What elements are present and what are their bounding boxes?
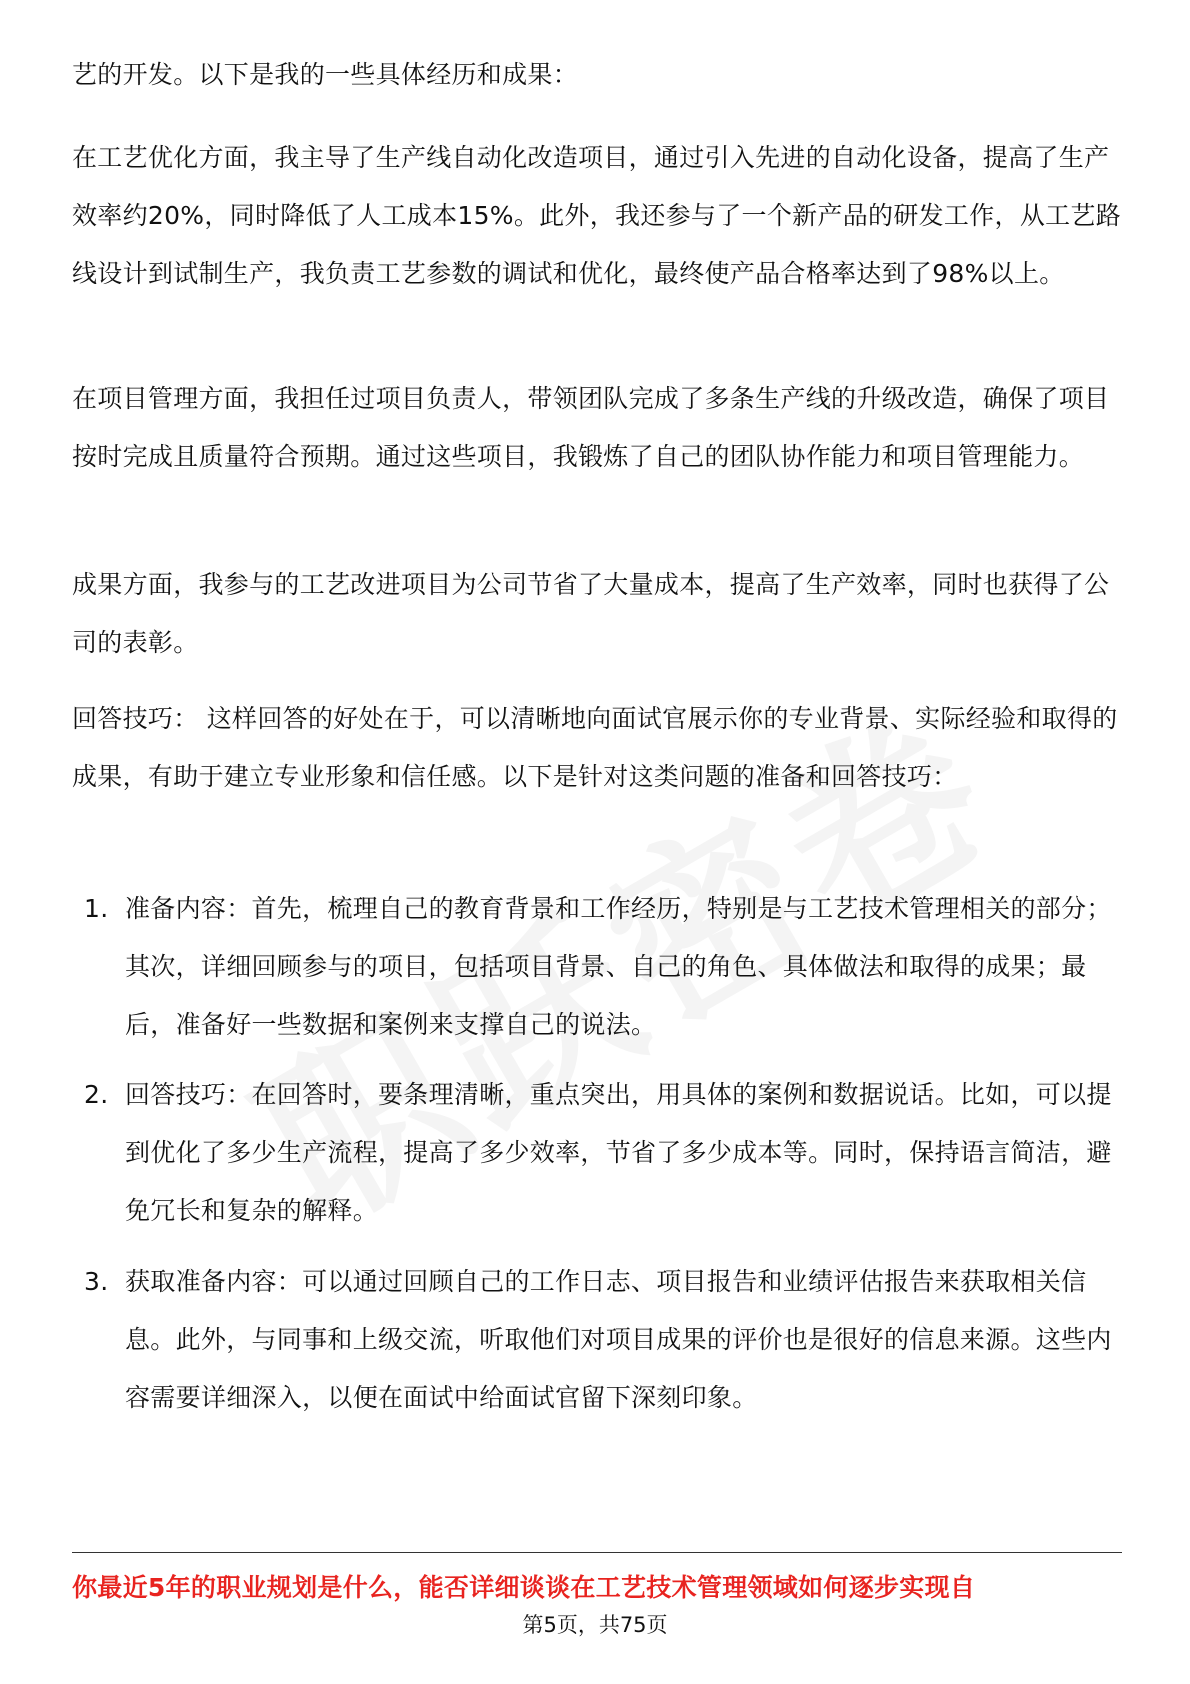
paragraph-process-optimization: 在工艺优化方面，我主导了生产线自动化改造项目，通过引入先进的自动化设备，提高了生产效率约20%，同时降低了人工成本15%。此外，我还参与了一个新产品的研发工作，从工艺路线设计到试制生产，我负责工艺参数的调试和优化，最终使产品合格率达到了98%以上。 [72,143,1122,288]
list-item-number: 3. [84,1267,109,1296]
list-item-text: 获取准备内容：可以通过回顾自己的工作日志、项目报告和业绩评估报告来获取相关信息。此外，与同事和上级交流，听取他们对项目成果的评价也是很好的信息来源。这些内容需要详细深入，以便在面试中给面试官留下深刻印象。 [125,1267,1112,1412]
list-item-text: 准备内容：首先，梳理自己的教育背景和工作经历，特别是与工艺技术管理相关的部分；其次，详细回顾参与的项目，包括项目背景、自己的角色、具体做法和取得的成果；最后，准备好一些数据和案例来支撑自己的说法。 [125,894,1112,1039]
list-item-text: 回答技巧：在回答时，要条理清晰，重点突出，用具体的案例和数据说话。比如，可以提到优化了多少生产流程，提高了多少效率，节省了多少成本等。同时，保持语言简洁，避免冗长和复杂的解释。 [125,1080,1112,1225]
paragraph-project-management: 在项目管理方面，我担任过项目负责人，带领团队完成了多条生产线的升级改造，确保了项目按时完成且质量符合预期。通过这些项目，我锻炼了自己的团队协作能力和项目管理能力。 [72,384,1110,471]
list-item-number: 1. [84,894,109,923]
next-question-heading: 你最近5年的职业规划是什么，能否详细谈谈在工艺技术管理领域如何逐步实现自 [72,1573,976,1602]
paragraph-answer-tips: 回答技巧： 这样回答的好处在于，可以清晰地向面试官展示你的专业背景、实际经验和取得的成果，有助于建立专业形象和信任感。以下是针对这类问题的准备和回答技巧： [72,704,1118,791]
footer-divider [72,1552,1122,1553]
page-number: 第5页，共75页 [522,1613,668,1637]
paragraph-intro: 艺的开发。以下是我的一些具体经历和成果： [72,60,579,89]
list-item-number: 2. [84,1080,109,1109]
paragraph-achievements: 成果方面，我参与的工艺改进项目为公司节省了大量成本，提高了生产效率，同时也获得了公司的表彰。 [72,570,1110,657]
